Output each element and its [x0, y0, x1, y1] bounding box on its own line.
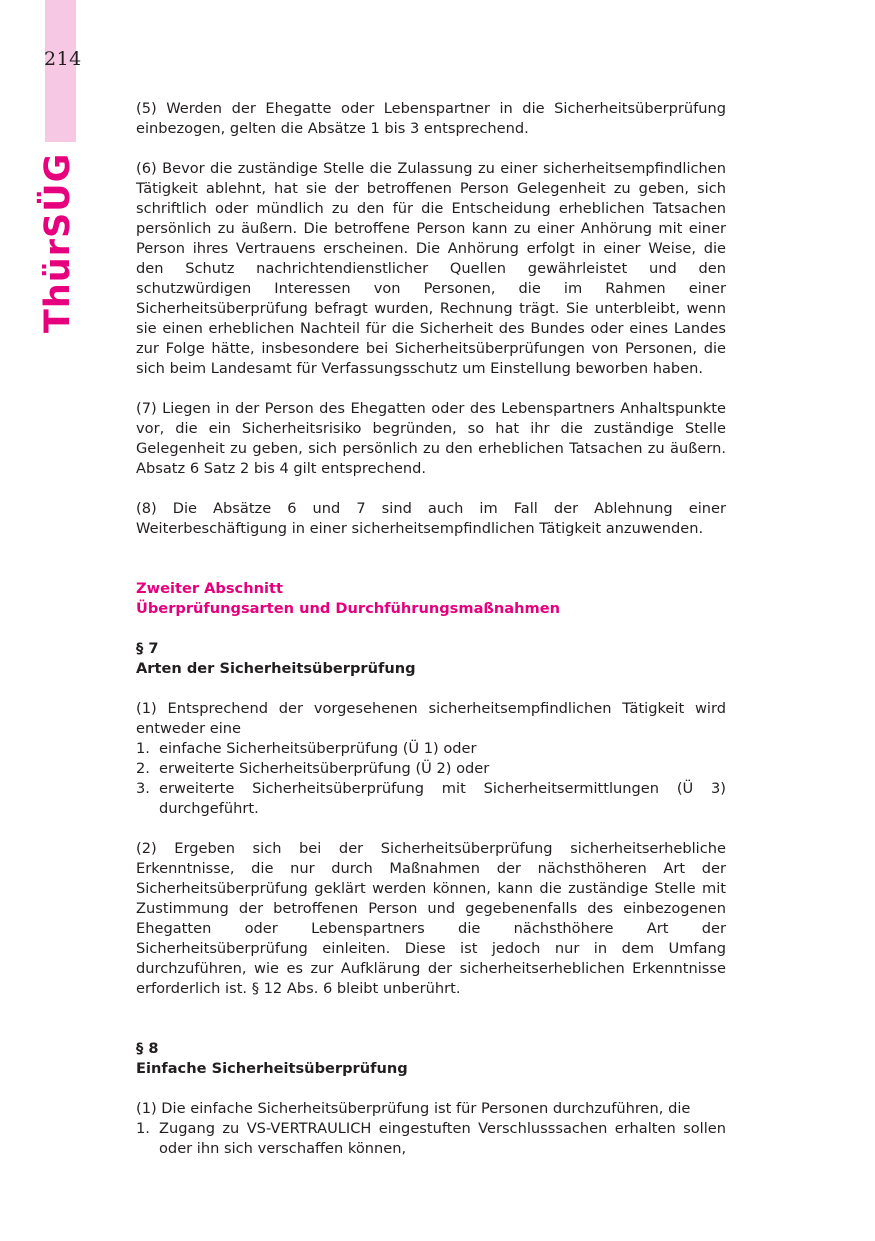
section-7-number: § 7: [136, 640, 159, 657]
section-tab-marker: [45, 0, 76, 142]
paragraph-7: (7) Liegen in der Person des Ehegatten oder des Lebenspartners Anhaltspunkte vor, die ein Sicherheitsrisiko begründen, so hat ihr die zuständige Stelle Gelegenheit zu geben, sich persönlich zu den erheblichen Tatsachen zu äußern. Absatz 6 Satz 2 bis 4 gilt entsprechend.: [136, 400, 726, 477]
section-8-intro: (1) Die einfache Sicherheitsüberprüfung ist für Personen durchzuführen, die: [136, 1100, 691, 1117]
list-item: 2. erweiterte Sicherheitsüberprüfung (Ü 2) oder: [136, 760, 490, 777]
page-body: [136, 99, 726, 1159]
chapter-heading-line1: Zweiter Abschnitt: [136, 580, 283, 597]
section-7-list: [136, 739, 726, 819]
section-7-title: Arten der Sicherheitsüberprüfung: [136, 660, 416, 677]
paragraph-6: (6) Bevor die zuständige Stelle die Zulassung zu einer sicherheitsempfindlichen Tätigkeit ablehnt, hat sie der betroffenen Person Gelegenheit zu geben, sich schriftlich oder mündlich zu den für die Entscheidung erheblichen Tatsachen persönlich zu äußern. Die betroffene Person kann zu einer Anhörung mit einer Person ihres Vertrauens erscheinen. Die Anhörung erfolgt in einer Weise, die den Schutz nachrichtendienstlicher Quellen gewährleistet und den schutzwürdigen Interessen von Personen, die im Rahmen einer Sicherheitsüberprüfung befragt wurden, Rechnung trägt. Sie unterbleibt, wenn sie einen erheblichen Nachteil für die Sicherheit des Bundes oder eines Landes zur Folge hätte, insbesondere bei Sicherheitsüberprüfungen von Personen, die sich beim Landesamt für Verfassungsschutz um Einstellung beworben haben.: [136, 160, 726, 377]
list-item: 1. einfache Sicherheitsüberprüfung (Ü 1) oder: [136, 740, 477, 757]
list-item: 3. erweiterte Sicherheitsüberprüfung mit Sicherheitsermittlungen (Ü 3) durchgeführt.: [136, 780, 726, 817]
list-item: 1. Zugang zu VS-VERTRAULICH eingestuften Verschlusssachen erhalten sollen oder ihn sich verschaffen können,: [136, 1120, 726, 1157]
chapter-heading-line2: Überprüfungsarten und Durchführungsmaßnahmen: [136, 600, 561, 617]
section-8-list: [136, 1119, 726, 1159]
section-7-paragraph-2: (2) Ergeben sich bei der Sicherheitsüberprüfung sicherheitserhebliche Erkenntnisse, die nur durch Maßnahmen der nächsthöheren Art der Sicherheitsüberprüfung geklärt werden können, kann die zuständige Stelle mit Zustimmung der betroffenen Person und gegebenenfalls des einbezogenen Ehegatten oder Lebenspartners die nächsthöhere Art der Sicherheitsüberprüfung einleiten. Diese ist jedoch nur in dem Umfang durchzuführen, wie es zur Aufklärung der sicherheitserheblichen Erkenntnisse erforderlich ist. § 12 Abs. 6 bleibt unberührt.: [136, 840, 726, 997]
paragraph-5: (5) Werden der Ehegatte oder Lebenspartner in die Sicherheitsüberprüfung einbezogen, gelten die Absätze 1 bis 3 entsprechend.: [136, 100, 726, 137]
page-number: 214: [44, 48, 82, 70]
section-8-number: § 8: [136, 1040, 159, 1057]
section-7-intro: (1) Entsprechend der vorgesehenen sicherheitsempfindlichen Tätigkeit wird entweder eine: [136, 700, 726, 737]
paragraph-8: (8) Die Absätze 6 und 7 sind auch im Fall der Ablehnung einer Weiterbeschäftigung in einer sicherheitsempfindlichen Tätigkeit anzuwenden.: [136, 500, 726, 537]
side-title: ThürSÜG: [38, 152, 78, 333]
section-8-title: Einfache Sicherheitsüberprüfung: [136, 1060, 408, 1077]
